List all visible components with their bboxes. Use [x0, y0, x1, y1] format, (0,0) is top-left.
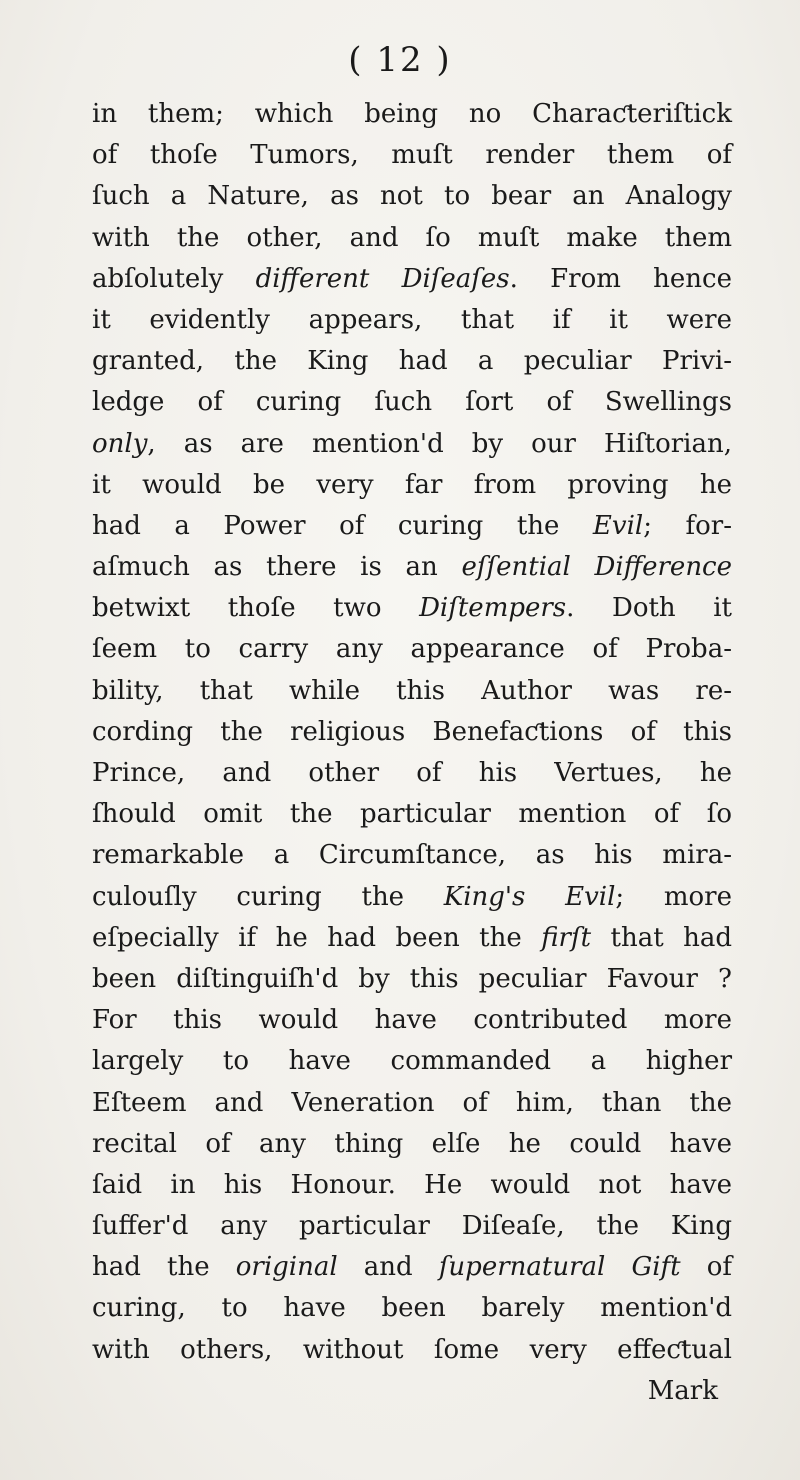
- text-run: been diſtinguiſh'd by this peculiar Favour ?: [92, 963, 732, 994]
- text-line: [92, 176, 732, 217]
- text-run: largely to have commanded a higher: [92, 1046, 732, 1077]
- text-run: cording the religious Benefaƈtions of this: [92, 716, 732, 747]
- text-run: ſuffer'd any particular Diſeaſe, the King: [92, 1211, 732, 1242]
- text-line: [92, 959, 732, 1000]
- text-line: [92, 877, 732, 918]
- text-run: in them; which being no Charaƈteriſtick: [92, 99, 732, 129]
- text-line: [92, 1206, 732, 1247]
- text-run: ſeem to carry any appearance of Proba-: [92, 634, 732, 665]
- catchword: Mark: [647, 1375, 718, 1406]
- text-line: [92, 94, 732, 135]
- italic-run: only: [92, 428, 148, 459]
- text-line: [92, 1000, 732, 1041]
- text-run: . Doth it: [566, 593, 733, 624]
- text-run: ſuch a Nature, as not to bear an Analogy: [92, 181, 732, 212]
- text-line: [92, 1124, 732, 1165]
- text-run: Prince, and other of his Vertues, he: [92, 758, 732, 788]
- text-line: [92, 918, 732, 959]
- italic-run: King's Evil: [443, 881, 616, 912]
- text-run: and: [337, 1252, 439, 1283]
- italic-run: firſt: [541, 922, 592, 953]
- text-line: [92, 547, 732, 588]
- text-run: with others, without ſome very effeƈtual: [92, 1334, 732, 1365]
- text-run: with the other, and ſo muſt make them: [92, 222, 732, 253]
- text-line: [92, 465, 732, 506]
- italic-run: original: [235, 1252, 338, 1283]
- text-run: . From hence: [509, 263, 732, 294]
- text-run: eſpecially if he had been the: [92, 922, 542, 953]
- text-line: [92, 1041, 732, 1082]
- text-line: [92, 506, 732, 547]
- text-run: granted, the King had a peculiar Privi-: [92, 346, 732, 377]
- text-line: [92, 135, 732, 176]
- text-run: aſmuch as there is an: [92, 552, 462, 583]
- text-run: that had: [591, 922, 732, 953]
- text-line: [92, 1330, 732, 1371]
- text-run: , as are mention'd by our Hiſtorian,: [147, 428, 732, 459]
- page-number: ( 12 ): [348, 40, 452, 80]
- text-run: curing, to have been barely mention'd: [92, 1293, 732, 1324]
- italic-run: ſupernatural Gift: [438, 1252, 681, 1283]
- text-run: recital of any thing elſe he could have: [92, 1128, 732, 1159]
- text-line: [92, 300, 732, 341]
- text-line: [92, 629, 732, 670]
- text-run: it would be very far from proving he: [92, 469, 732, 500]
- italic-run: different Diſeaſes: [255, 263, 510, 294]
- text-line: [92, 588, 732, 629]
- text-run: of: [680, 1252, 733, 1283]
- text-line: [92, 671, 732, 712]
- text-line: [92, 218, 732, 259]
- text-run: had the: [92, 1252, 236, 1283]
- text-line: [92, 1083, 732, 1124]
- text-run: ; more: [615, 881, 732, 912]
- text-line: [92, 835, 732, 876]
- text-line: [92, 794, 732, 835]
- text-line: [92, 382, 732, 423]
- italic-run: Diſtempers: [419, 593, 567, 624]
- text-run: ſaid in his Honour. He would not have: [92, 1169, 732, 1200]
- text-run: culouſly curing the: [92, 881, 444, 912]
- text-run: of thoſe Tumors, muſt render them of: [92, 140, 732, 171]
- text-line: [92, 1288, 732, 1329]
- text-line: [92, 259, 732, 300]
- text-line: [92, 712, 732, 753]
- text-line: [92, 753, 732, 794]
- text-run: it evidently appears, that if it were: [92, 304, 732, 335]
- text-line: [92, 1247, 732, 1288]
- text-run: For this would have contributed more: [92, 1005, 732, 1036]
- text-run: ledge of curing ſuch ſort of Swellings: [92, 387, 732, 418]
- body-text: [92, 94, 732, 1412]
- text-run: betwixt thoſe two: [92, 593, 420, 624]
- text-run: ; for-: [643, 510, 732, 541]
- italic-run: eſſential Difference: [461, 552, 733, 583]
- text-line: [92, 1165, 732, 1206]
- italic-run: Evil: [592, 510, 644, 541]
- text-line: [92, 424, 732, 465]
- text-run: had a Power of curing the: [92, 510, 593, 541]
- text-run: ſhould omit the particular mention of ſo: [92, 799, 732, 830]
- text-run: bility, that while this Author was re-: [92, 675, 732, 706]
- text-run: Eſteem and Veneration of him, than the: [92, 1087, 732, 1118]
- text-line: [92, 341, 732, 382]
- text-run: remarkable a Circumſtance, as his mira-: [92, 840, 732, 871]
- text-run: abſolutely: [92, 263, 256, 294]
